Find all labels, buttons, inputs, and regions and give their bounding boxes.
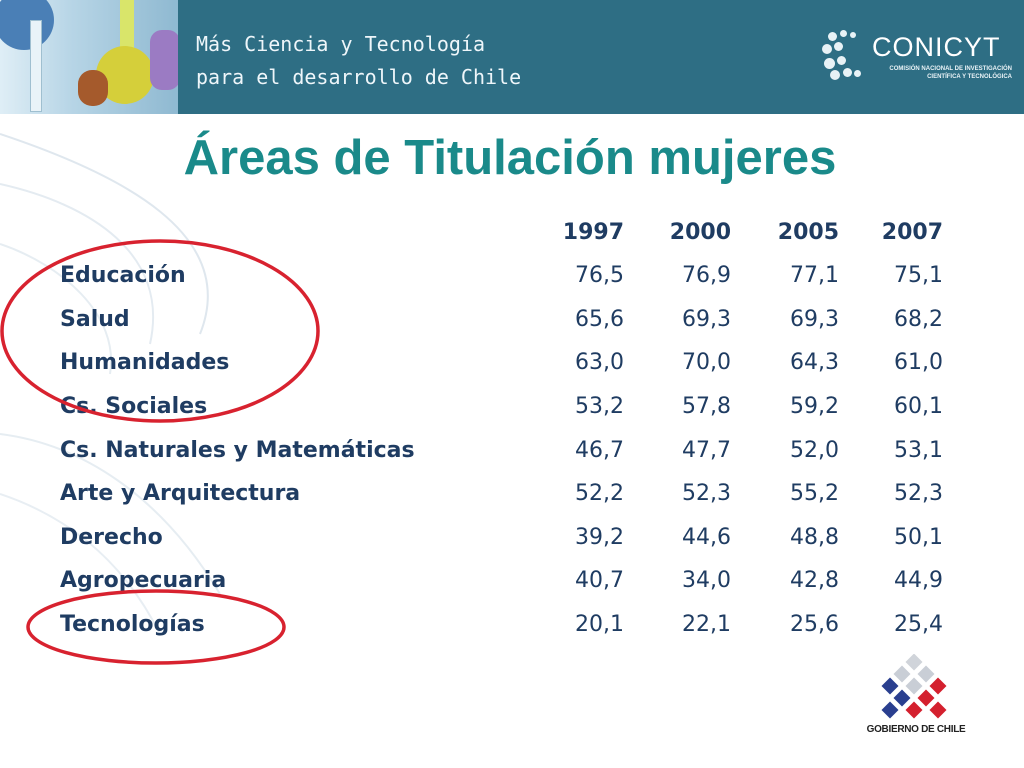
value-cell: 65,6 [575, 306, 624, 332]
value-cell: 69,3 [790, 306, 839, 332]
value-cell: 22,1 [682, 612, 731, 638]
table-row [52, 472, 943, 516]
value-cell: 44,6 [682, 524, 731, 550]
table-row [52, 385, 943, 429]
page-title: Áreas de Titulación mujeres [183, 131, 837, 185]
value-cell: 64,3 [790, 350, 839, 376]
org-name: CONICYT [872, 32, 1001, 62]
area-label: Cs. Naturales y Matemáticas [60, 437, 415, 463]
value-cell: 76,9 [682, 263, 731, 289]
value-cell: 25,4 [894, 612, 943, 638]
table-row [52, 254, 943, 298]
slogan-line-2: para el desarrollo de Chile [196, 65, 522, 89]
org-subtitle-1: COMISIÓN NACIONAL DE INVESTIGACIÓN [889, 66, 1012, 72]
area-label: Salud [60, 306, 130, 332]
table-row [52, 298, 943, 342]
value-cell: 42,8 [790, 568, 839, 594]
value-cell: 68,2 [894, 306, 943, 332]
year-header: 1997 [562, 219, 624, 245]
table-row [52, 341, 943, 385]
value-cell: 50,1 [894, 524, 943, 550]
gobierno-de-chile-label: GOBIERNO DE CHILE [866, 724, 966, 735]
header-banner [0, 0, 1024, 114]
value-cell: 40,7 [575, 568, 624, 594]
table-row [52, 603, 943, 647]
value-cell: 76,5 [575, 263, 624, 289]
value-cell: 52,0 [790, 437, 839, 463]
value-cell: 55,2 [790, 481, 839, 507]
area-label: Agropecuaria [60, 568, 227, 594]
slogan-line-1: Más Ciencia y Tecnología [196, 32, 485, 56]
value-cell: 57,8 [682, 394, 731, 420]
table-row [52, 559, 943, 603]
titulacion-table [52, 210, 943, 646]
value-cell: 52,3 [894, 481, 943, 507]
value-cell: 52,2 [575, 481, 624, 507]
value-cell: 60,1 [894, 394, 943, 420]
value-cell: 77,1 [790, 263, 839, 289]
area-label: Arte y Arquitectura [60, 481, 301, 507]
year-header: 2007 [881, 219, 943, 245]
value-cell: 53,1 [894, 437, 943, 463]
value-cell: 52,3 [682, 481, 731, 507]
area-label: Educación [60, 263, 186, 289]
value-cell: 63,0 [575, 350, 624, 376]
slogan [196, 28, 521, 94]
value-cell: 61,0 [894, 350, 943, 376]
area-label: Humanidades [60, 350, 230, 376]
year-header: 2000 [669, 219, 731, 245]
table-row [52, 428, 943, 472]
value-cell: 20,1 [575, 612, 624, 638]
org-subtitle-2: CIENTÍFICA Y TECNOLÓGICA [927, 74, 1012, 80]
value-cell: 70,0 [682, 350, 731, 376]
area-column-header [52, 210, 516, 254]
value-cell: 39,2 [575, 524, 624, 550]
value-cell: 48,8 [790, 524, 839, 550]
value-cell: 44,9 [894, 568, 943, 594]
value-cell: 46,7 [575, 437, 624, 463]
table-header-row [52, 210, 943, 254]
lab-photo [0, 0, 178, 114]
value-cell: 25,6 [790, 612, 839, 638]
value-cell: 53,2 [575, 394, 624, 420]
value-cell: 59,2 [790, 394, 839, 420]
value-cell: 47,7 [682, 437, 731, 463]
table-row [52, 516, 943, 560]
area-label: Tecnologías [60, 612, 205, 638]
value-cell: 34,0 [682, 568, 731, 594]
year-header: 2005 [777, 219, 839, 245]
value-cell: 69,3 [682, 306, 731, 332]
area-label: Derecho [60, 524, 163, 550]
conicyt-logo [822, 30, 1012, 90]
value-cell: 75,1 [894, 263, 943, 289]
area-label: Cs. Sociales [60, 394, 208, 420]
